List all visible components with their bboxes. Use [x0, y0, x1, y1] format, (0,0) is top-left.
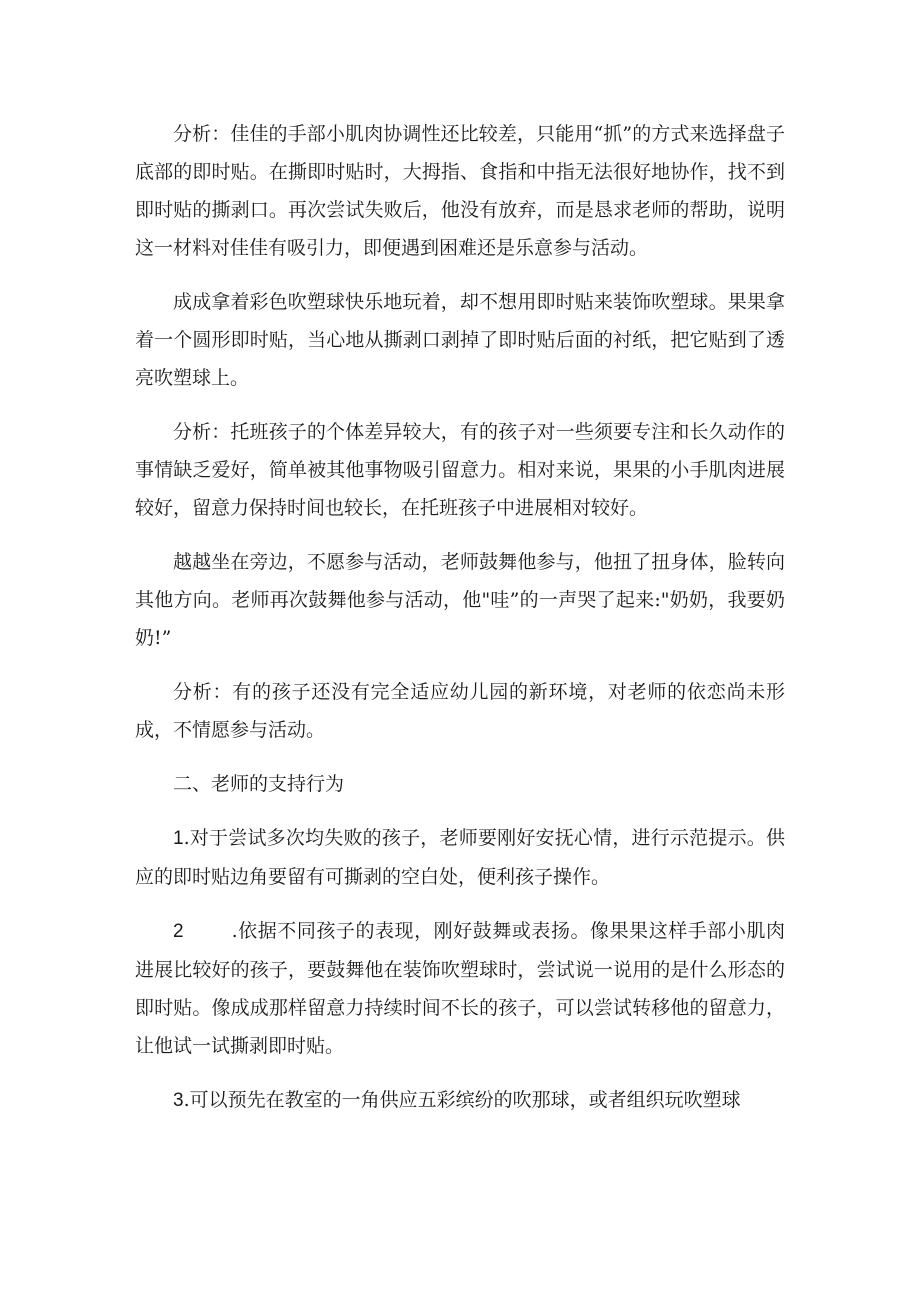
item-number: 3 — [173, 1090, 184, 1111]
item-text: .可以预先在教室的一角供应五彩缤纷的吹那球，或者组织玩吹塑球 — [183, 1089, 741, 1111]
numbered-item-1 — [135, 819, 785, 896]
item-text: .对于尝试多次均失败的孩子，老师要刚好安抚心情，进行示范提示。供应的即时贴边角要留有可撕剥的空白处，便利孩子操作。 — [135, 827, 785, 888]
numbered-item-2 — [135, 912, 785, 1065]
item-number: 1 — [173, 828, 184, 849]
observation-paragraph-2: 成成拿着彩色吹塑球快乐地玩着，却不想用即时贴来装饰吹塑球。果果拿着一个圆形即时贴，当心地从撕剥口剥掉了即时贴后面的衬纸，把它贴到了透亮吹塑球上。 — [135, 291, 785, 389]
analysis-paragraph-3: 分析：托班孩子的个体差异较大，有的孩子对一些须要专注和长久动作的事情缺乏爱好，简单被其他事物吸引留意力。相对来说，果果的小手肌肉进展较好，留意力保持时间也较长，在托班孩子中进展相对较好。 — [135, 421, 785, 519]
item-number: 2 — [173, 921, 184, 942]
document-body — [135, 115, 785, 1136]
section-heading: 二、老师的支持行为 — [173, 773, 345, 795]
analysis-paragraph-1: 分析：佳佳的手部小肌肉协调性还比较差，只能用“抓”的方式来选择盘子底部的即时贴。在撕即时贴时，大拇指、食指和中指无法很好地协作，找不到即时贴的撕剥口。再次尝试失败后，他没有放弃，而是恳求老师的帮助，说明这一材料对佳佳有吸引力，即便遇到困难还是乐意参与活动。 — [135, 123, 785, 259]
analysis-paragraph-5: 分析：有的孩子还没有完全适应幼儿园的新环境，对老师的依恋尚未形成，不情愿参与活动。 — [135, 681, 785, 741]
observation-paragraph-4: 越越坐在旁边，不愿参与活动，老师鼓舞他参与，他扭了扭身体，脸转向其他方向。老师再次鼓舞他参与活动，他"哇”的一声哭了起来:"奶奶，我要奶奶!” — [135, 551, 785, 649]
numbered-item-3 — [135, 1081, 785, 1120]
item-text: .依据不同孩子的表现，刚好鼓舞或表扬。像果果这样手部小肌肉进展比较好的孩子，要鼓舞他在装饰吹塑球时，尝试说一说用的是什么形态的即时贴。像成成那样留意力持续时间不长的孩子，可以尝试转移他的留意力，让他试一试撕剥即时贴。 — [135, 920, 785, 1057]
